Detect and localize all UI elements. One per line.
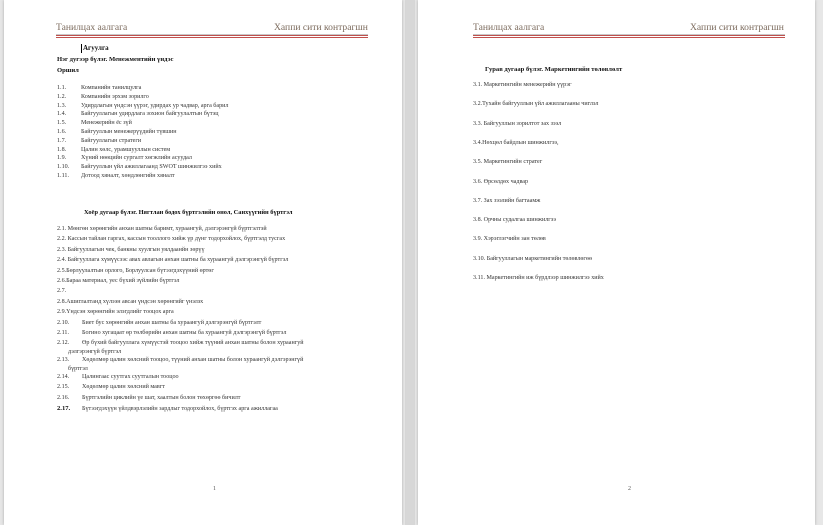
toc-item-text: Менежерийн ёс зүй <box>81 120 132 127</box>
header-rule-red <box>56 37 368 38</box>
header-rule-red <box>473 37 785 38</box>
toc-item-text: Бүтээгдэхүүн үйлдвэрлэлийн зардлыг тодорхойлох, бүртгэх арга ажиллагаа <box>82 406 278 413</box>
toc-item[interactable] <box>57 309 174 316</box>
toc-item-number: 1.3. <box>57 102 67 109</box>
toc-item-text: Цалингаас суутгах суутгалын тооцоо <box>82 374 179 380</box>
toc-item-number: 2.13. <box>57 357 70 364</box>
toc-item-text: Байгууллын үйл ажиллагаанд SWOT шинжилгээ хийх <box>81 164 222 171</box>
toc-item-text: Богино хугацаат өр төлбөрийн анхан шатны ба хураангуй дэлгэрэнгүй бүртгэл <box>82 330 287 336</box>
chapter1-title: Нэг дугээр бүлэг. Менежментийн үндэс <box>57 56 174 63</box>
page-number: 1 <box>213 486 216 492</box>
toc-item[interactable] <box>57 384 165 391</box>
text-cursor <box>81 44 82 53</box>
toc-item-text: 2.3. Байгууллагын чек, банкны хуулгын уялдаанйн зөрүү <box>57 246 205 253</box>
header-left-text: Танилцах аалгага <box>56 22 128 33</box>
toc-item-number: 2.15. <box>57 384 70 391</box>
header-right-text: Хаппи сити контрагшн <box>274 22 368 33</box>
toc-item[interactable] <box>57 129 176 136</box>
toc-item-text: Байгууллагын стратеги <box>81 137 142 144</box>
toc-item-number: 2.12. <box>57 340 70 347</box>
toc-item[interactable] <box>68 366 88 373</box>
toc-item[interactable]: 3.9. Хэрэглэгчийн зан төлөв <box>473 236 546 243</box>
toc-item-text: Удирдлагын үндсэн үүрэг, удирдах ур чадвар, арга барил <box>81 102 229 109</box>
toc-item[interactable] <box>57 405 278 413</box>
toc-item-text: Дотоод хяналт, хөндлөнгийн хяналт <box>81 173 175 179</box>
toc-item[interactable]: 3.5. Маркетингийн стратег <box>473 159 543 166</box>
toc-item-text: 2.2. Кассын тайлан гаргах, кассын тооллого хийж үр дүнг тодорхойлох, бүртгэлд тусгах <box>57 236 286 243</box>
toc-item[interactable]: 3.1. Маркетингийн менежерийн үүрэг <box>473 82 572 88</box>
toc-item-number: 2.14. <box>57 374 70 380</box>
toc-item[interactable] <box>57 94 149 101</box>
toc-item[interactable]: 3.11. Маркетингийн иж бүрдлээр шинжилгээ хийх <box>473 275 604 281</box>
document-page-1[interactable] <box>4 0 402 525</box>
intro-heading: Оршил <box>57 67 79 74</box>
toc-item[interactable] <box>57 268 214 275</box>
toc-item-text: 2.8.Ашиглалтанд хүлээн авсан үндсэн хөрөнгийг үнэлэх <box>57 298 204 305</box>
toc-title: Агуулга <box>83 44 109 52</box>
toc-item[interactable] <box>57 85 141 92</box>
toc-item-text: Хүний нөөцийн сургалт хөгжлийн асуудал <box>81 155 192 162</box>
toc-item-number: 1.11. <box>57 173 69 179</box>
toc-item[interactable] <box>57 138 141 145</box>
toc-item[interactable] <box>57 111 219 118</box>
toc-item-number: 2.17. <box>57 405 71 413</box>
header-rule <box>56 34 368 36</box>
toc-item-number: 1.10. <box>57 164 70 171</box>
toc-item[interactable] <box>57 103 228 110</box>
toc-item-text: 2.7. <box>57 288 67 295</box>
toc-item-number: 1.9. <box>57 155 67 162</box>
header-left-text: Танилцах аалгага <box>473 22 545 33</box>
toc-item[interactable] <box>57 236 285 243</box>
toc-item[interactable]: 3.7. Зах зээлийн багтаамж <box>473 197 541 204</box>
toc-item-number: 2.16. <box>57 394 70 401</box>
toc-item[interactable] <box>57 155 192 162</box>
document-page-2[interactable] <box>418 0 815 525</box>
toc-item-number: 1.1. <box>57 85 67 91</box>
toc-item[interactable] <box>57 120 132 127</box>
toc-item[interactable]: 3.10. Байгууллагын маркетингийн төлөвлөгөө <box>473 255 593 262</box>
toc-item[interactable] <box>57 374 179 381</box>
toc-item-number: 1.6. <box>57 129 67 135</box>
toc-item[interactable] <box>57 164 222 171</box>
toc-item-text: Байгууллын менежерүүдийн түвшин <box>81 129 177 135</box>
toc-item-text: Хөдөлмөр цалин хөлсний тооцоо, түүний анхан шатны болон хураангуй дэлгэрэнгүй <box>82 357 304 364</box>
toc-item-text: Цалин хөлс, урамшууллын систем <box>81 146 171 153</box>
toc-item-number: 1.5. <box>57 120 67 127</box>
toc-item-text: 2.1. Мөнгөн хөрөнгийн анхан шатны баримт, хураангуй, дэлгэрэнгүй бүртгэлтэй <box>57 226 267 232</box>
toc-item[interactable]: 3.3. Байгууллын зорилтот зах зээл <box>473 120 562 127</box>
toc-item-text: Компанийн эрхэм зорилго <box>81 93 149 100</box>
page-gap <box>405 0 415 525</box>
toc-item-text: Өр бүхий байгууллага хүмүүстэй тооцоо хийж түүний анхан шатны болон хураангуй <box>82 340 304 347</box>
toc-item[interactable] <box>57 330 286 337</box>
chapter3-title: Гурав дугаар бүлэг. Маркетингийн төлөвлөлт <box>485 66 623 73</box>
toc-item-text: Биет бус хөрөнгийн анхан шатны ба хураангуй дэлгэрэнгүй бүртгэлт <box>82 319 262 326</box>
toc-item-text: 2.5.Бөрлуулалтын орлого, Борлуулсан бүтээгдэхүүний өртөг <box>57 267 214 274</box>
header-right-text: Хаппи сити контрагшн <box>690 22 784 33</box>
toc-item-text: 2.6.Бараа материал, уес бүхий зүйлийн бүртгэл <box>57 278 180 284</box>
toc-item[interactable] <box>57 257 288 264</box>
toc-item-number: 1.8. <box>57 146 67 153</box>
toc-item[interactable] <box>57 147 170 154</box>
toc-item-text: 2.9.Үндсэн хөрөнгийн элэгдлийг тооцох арга <box>57 309 174 316</box>
toc-item[interactable] <box>57 247 205 254</box>
toc-item-text: Бүртгэлийн циклийн үе шат, хаалтын болон төхөргөө бичилт <box>82 394 241 401</box>
toc-item[interactable] <box>57 340 304 347</box>
toc-item[interactable]: 3.2.Тухайн байгууллын үйл ажиллагааны чиглэл <box>473 101 599 108</box>
toc-item-text: бүртгэл <box>68 365 88 372</box>
toc-item-text: 2.4. Байгууллага хүмүүсээс авах авлагын анхан шатны ба хураангуй дэлгэрэнгүй бүртгэл <box>57 257 289 264</box>
toc-item[interactable] <box>57 357 303 364</box>
toc-item[interactable]: 3.8. Орчны судалгаа шинжилгээ <box>473 217 556 224</box>
toc-item-number: 1.4. <box>57 111 67 118</box>
toc-item-text: Хөдөлмөр цалин хөлсний мавгт <box>82 384 165 391</box>
toc-item[interactable] <box>57 278 179 285</box>
toc-item[interactable] <box>68 349 121 356</box>
chapter2-title: Хоёр дугаар бүлэг. Нягтлан бодох бүртгэлийн онол, Санхүүгийн бүртгэл <box>84 209 293 216</box>
toc-item[interactable] <box>57 288 66 295</box>
toc-item-number: 2.11. <box>57 330 69 336</box>
toc-item-text: Компанийн танилцулга <box>81 85 142 91</box>
toc-item-text: дэлгэрэнгүй бүртгэл <box>68 348 122 355</box>
toc-item[interactable] <box>57 395 240 402</box>
toc-item-number: 2.10. <box>57 319 70 326</box>
toc-item[interactable] <box>57 173 175 180</box>
toc-item[interactable]: 3.6. Өрсөлдөх чадвар <box>473 178 529 185</box>
toc-item[interactable] <box>57 299 203 306</box>
toc-item[interactable] <box>57 320 261 327</box>
toc-item[interactable]: 3.4.Нөхцөл байдлын шинжилгээ, <box>473 139 559 146</box>
toc-item-number: 1.2. <box>57 93 67 100</box>
toc-item-text: Байгууллагын удирдлага зохион байгуулалтын бүтэц <box>81 111 219 118</box>
toc-item-number: 1.7. <box>57 137 67 144</box>
header-rule <box>473 34 785 36</box>
page-number: 2 <box>628 486 631 492</box>
toc-item[interactable] <box>57 226 267 233</box>
